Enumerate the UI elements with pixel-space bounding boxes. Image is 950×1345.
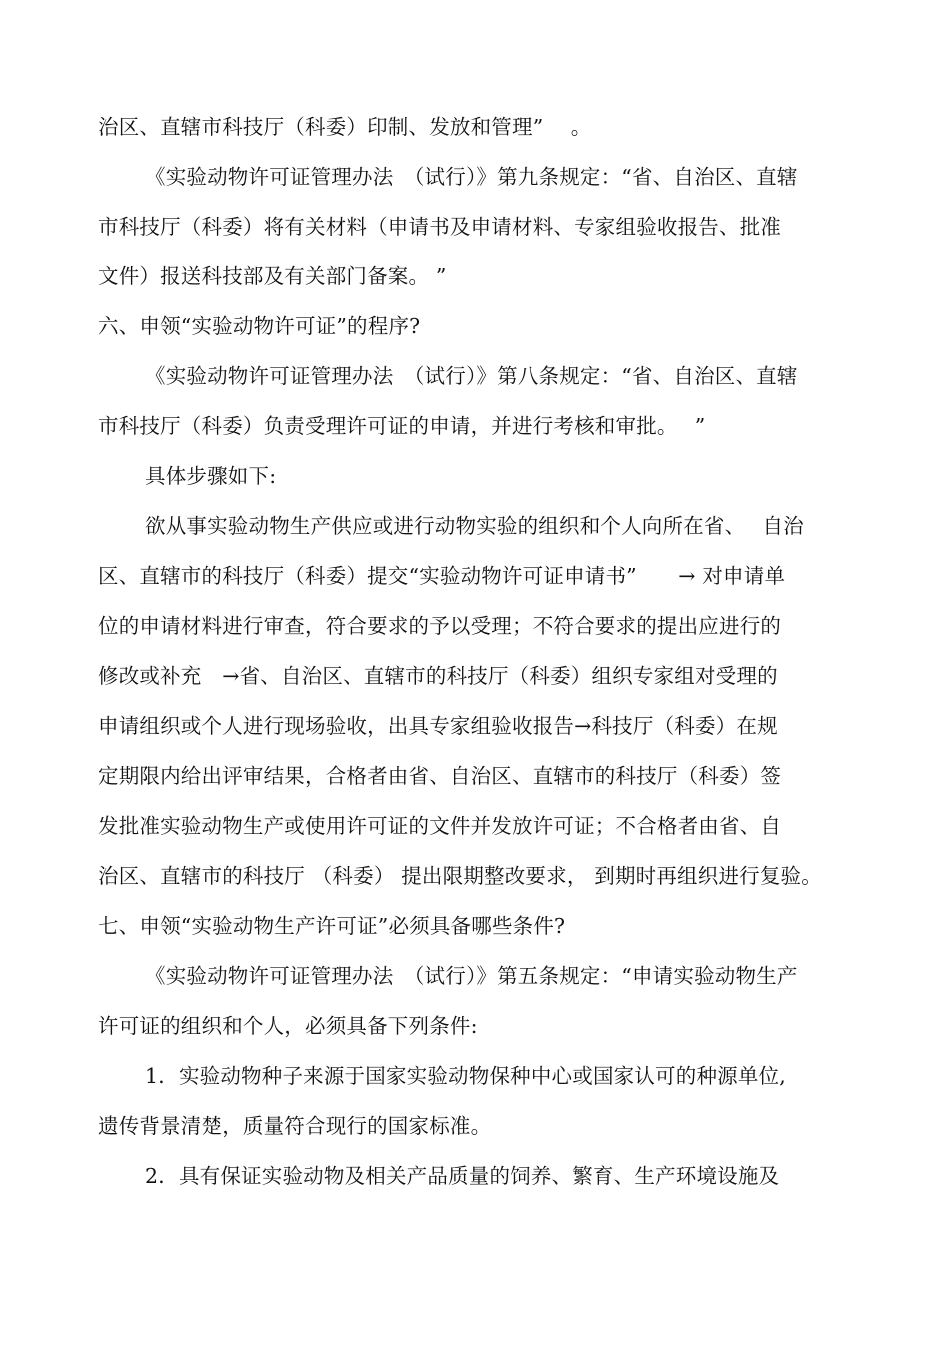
text-line: 市科技厅（科委）负责受理许可证的申请，并进行考核和审批。 ” (98, 414, 706, 438)
text-line: 治区、直辖市的科技厅 （科委） 提出限期整改要求， 到期时再组织进行复验。 (98, 864, 822, 888)
section-heading: 七、申领“实验动物生产许可证”必须具备哪些条件? (98, 914, 566, 938)
text-line: 遗传背景清楚，质量符合现行的国家标准。 (98, 1114, 492, 1138)
text-line: 定期限内给出评审结果，合格者由省、自治区、直辖市的科技厅（科委）签 (98, 764, 782, 788)
text-line: 《实验动物许可证管理办法 （试行）》第五条规定：“申请实验动物生产 (145, 964, 798, 988)
text-line: 许可证的组织和个人，必须具备下列条件: (98, 1014, 478, 1038)
list-item: 2．具有保证实验动物及相关产品质量的饲养、繁育、生产环境设施及 (145, 1164, 780, 1188)
text-line: 文件）报送科技部及有关部门备案。 ” (98, 264, 447, 288)
text-line: 治区、直辖市科技厅（科委）印制、发放和管理” 。 (98, 115, 592, 139)
text-line: 市科技厅（科委）将有关材料（申请书及申请材料、专家组验收报告、批准 (98, 215, 782, 239)
text-line: 区、直辖市的科技厅（科委）提交“实验动物许可证申请书” → 对申请单 (98, 564, 786, 588)
text-line: 欲从事实验动物生产供应或进行动物实验的组织和个人向所在省、 自治 (145, 514, 804, 538)
list-item: 1．实验动物种子来源于国家实验动物保种中心或国家认可的种源单位, (145, 1064, 786, 1088)
text-line: 《实验动物许可证管理办法 （试行）》第八条规定：“省、自治区、直辖 (145, 364, 798, 388)
text-line: 申请组织或个人进行现场验收，出具专家组验收报告→科技厅（科委）在规 (98, 714, 778, 738)
text-line: 修改或补充 →省、自治区、直辖市的科技厅（科委）组织专家组对受理的 (98, 664, 778, 688)
text-line: 发批准实验动物生产或使用许可证的文件并发放许可证；不合格者由省、自 (98, 814, 782, 838)
section-heading: 六、申领“实验动物许可证”的程序? (98, 314, 421, 338)
text-line: 位的申请材料进行审查，符合要求的予以受理；不符合要求的提出应进行的 (98, 614, 782, 638)
text-line: 《实验动物许可证管理办法 （试行）》第九条规定：“省、自治区、直辖 (145, 165, 798, 189)
text-line: 具体步骤如下: (145, 464, 277, 488)
